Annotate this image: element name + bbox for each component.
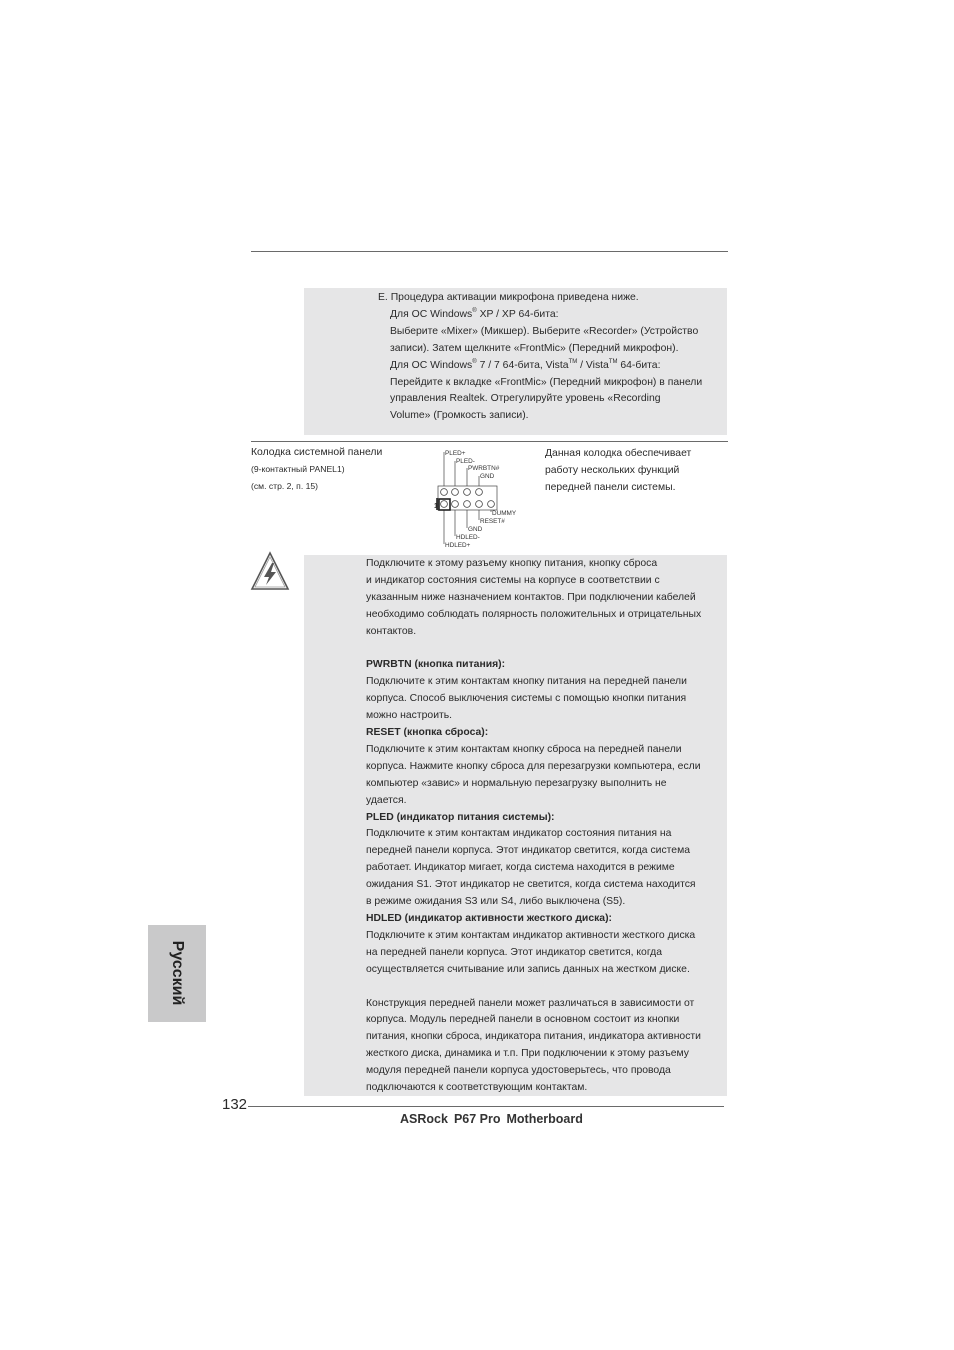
- footer-rule: [248, 1106, 724, 1107]
- section-e-line: Для ОС Windows® 7 / 7 64-бита, Vista™ / Vista™ 64-бита:: [390, 358, 661, 371]
- pled-line: передней панели корпуса. Этот индикатор светится, когда система: [366, 845, 691, 857]
- intro-line: и индикатор состояния системы на корпусе в соответствии с: [366, 574, 660, 586]
- language-tab-label: Русский: [169, 940, 186, 1006]
- panel1-pin-diagram: [434, 446, 520, 548]
- pin-label-gnd-top: GND: [480, 473, 495, 480]
- panel-description-line: передней панели системы.: [545, 482, 676, 493]
- section-rule: [251, 441, 728, 442]
- footer-product: Motherboard: [506, 1112, 583, 1126]
- pin-label-pwrbtn: PWRBTN#: [468, 465, 500, 472]
- pled-line: работает. Индикатор мигает, когда система находится в режиме: [366, 862, 675, 874]
- section-e-line: записи). Затем щелкните «FrontMic» (Передний микрофон).: [390, 342, 679, 354]
- section-e-line: Для ОС Windows® XP / XP 64-бита:: [390, 307, 559, 320]
- outro-line: корпуса. Модуль передней панели в основном состоит из кнопки: [366, 1014, 680, 1026]
- panel-header-title: Колодка системной панели: [251, 447, 383, 458]
- pin-label-reset: RESET#: [480, 518, 505, 525]
- pin-label-gnd-bottom: GND: [468, 526, 483, 533]
- intro-line: контактов.: [366, 625, 417, 637]
- panel-description-line: Данная колодка обеспечивает: [545, 448, 692, 459]
- reset-line: удается.: [366, 794, 407, 806]
- section-e-line: Volume» (Громкость записи).: [390, 410, 529, 422]
- pwrbtn-line: корпуса. Способ выключения системы с помощью кнопки питания: [366, 693, 687, 705]
- pin-one-label: 1: [434, 503, 438, 510]
- pin-label-hdled-plus: HDLED+: [445, 542, 471, 548]
- page-number: 132: [222, 1096, 248, 1113]
- pled-line: в режиме ожидания S3 или S4, либо выключена (S5).: [366, 896, 626, 908]
- pin-label-pled-minus: PLED-: [456, 458, 475, 465]
- panel-description-line: работу нескольких функций: [545, 465, 680, 476]
- footer-brand: ASRock: [400, 1112, 448, 1126]
- section-e-line: Выберите «Mixer» (Микшер). Выберите «Recorder» (Устройство: [390, 325, 699, 337]
- panel-header-subtitle: (9-контактный PANEL1): [251, 464, 345, 474]
- language-tab: [148, 925, 206, 1022]
- reset-line: Подключите к этим контактам кнопку сброса на передней панели: [366, 743, 682, 755]
- hdled-line: Подключите к этим контактам индикатор активности жесткого диска: [366, 929, 696, 941]
- instructions-text: [366, 556, 728, 1097]
- pin-label-dummy: DUMMY: [492, 510, 517, 517]
- tm-mark: TM: [568, 358, 578, 365]
- registered-mark: ®: [472, 358, 477, 365]
- outro-line: Конструкция передней панели может различаться в зависимости от: [366, 997, 695, 1009]
- outro-line: жесткого диска, динамика и т.п. При подключении к этому разъему: [366, 1048, 689, 1060]
- section-e-line: управления Realtek. Отрегулируйте уровень «Recording: [390, 393, 661, 405]
- hdled-heading: HDLED (индикатор активности жесткого диска):: [366, 913, 613, 925]
- pin-label-pled-plus: PLED+: [445, 450, 466, 457]
- top-rule: [251, 251, 728, 252]
- hdled-line: осуществляется считывание или запись данных на жестком диске.: [366, 963, 690, 975]
- reset-line: компьютер «завис» и нормальную перезагрузку выполнить не: [366, 777, 667, 789]
- pled-heading: PLED (индикатор питания системы):: [366, 811, 555, 823]
- warning-icon: [250, 551, 290, 591]
- pled-line: ожидания S1. Этот индикатор не светится, когда система находится: [366, 879, 696, 891]
- registered-mark: ®: [472, 307, 477, 314]
- intro-line: необходимо соблюдать полярность положительных и отрицательных: [366, 608, 702, 620]
- pin-label-hdled-minus: HDLED-: [456, 534, 480, 541]
- pled-line: Подключите к этим контактам индикатор состояния питания на: [366, 828, 672, 840]
- outro-line: модуля передней панели корпуса удостоверьтесь, что провода: [366, 1065, 671, 1077]
- footer-model: P67 Pro: [453, 1112, 501, 1126]
- pwrbtn-line: Подключите к этим контактам кнопку питания на передней панели: [366, 676, 687, 688]
- outro-line: питания, кнопки сброса, индикатора питания, индикатора активности: [366, 1031, 701, 1043]
- section-e-heading: E. Процедура активации микрофона приведена ниже.: [378, 292, 639, 303]
- panel-header-ref: (см. стр. 2, п. 15): [251, 481, 319, 491]
- section-e-text: [378, 290, 730, 425]
- pwrbtn-heading: PWRBTN (кнопка питания):: [366, 659, 506, 671]
- intro-line: Подключите к этому разъему кнопку питания, кнопку сброса: [366, 558, 658, 569]
- pwrbtn-line: можно настроить.: [366, 710, 453, 722]
- section-e-line: Перейдите к вкладке «FrontMic» (Передний микрофон) в панели: [390, 376, 703, 388]
- hdled-line: на передней панели корпуса. Этот индикатор светится, когда: [366, 946, 662, 958]
- footer-product-title: [400, 1112, 583, 1126]
- panel-header-description: [545, 445, 735, 496]
- outro-line: подключаются к соответствующим контактам.: [366, 1082, 588, 1094]
- reset-heading: RESET (кнопка сброса):: [366, 727, 489, 739]
- reset-line: корпуса. Нажмите кнопку сброса для перезагрузки компьютера, если: [366, 760, 701, 772]
- intro-line: указанным ниже назначением контактов. При подключении кабелей: [366, 591, 696, 603]
- tm-mark: TM: [608, 358, 618, 365]
